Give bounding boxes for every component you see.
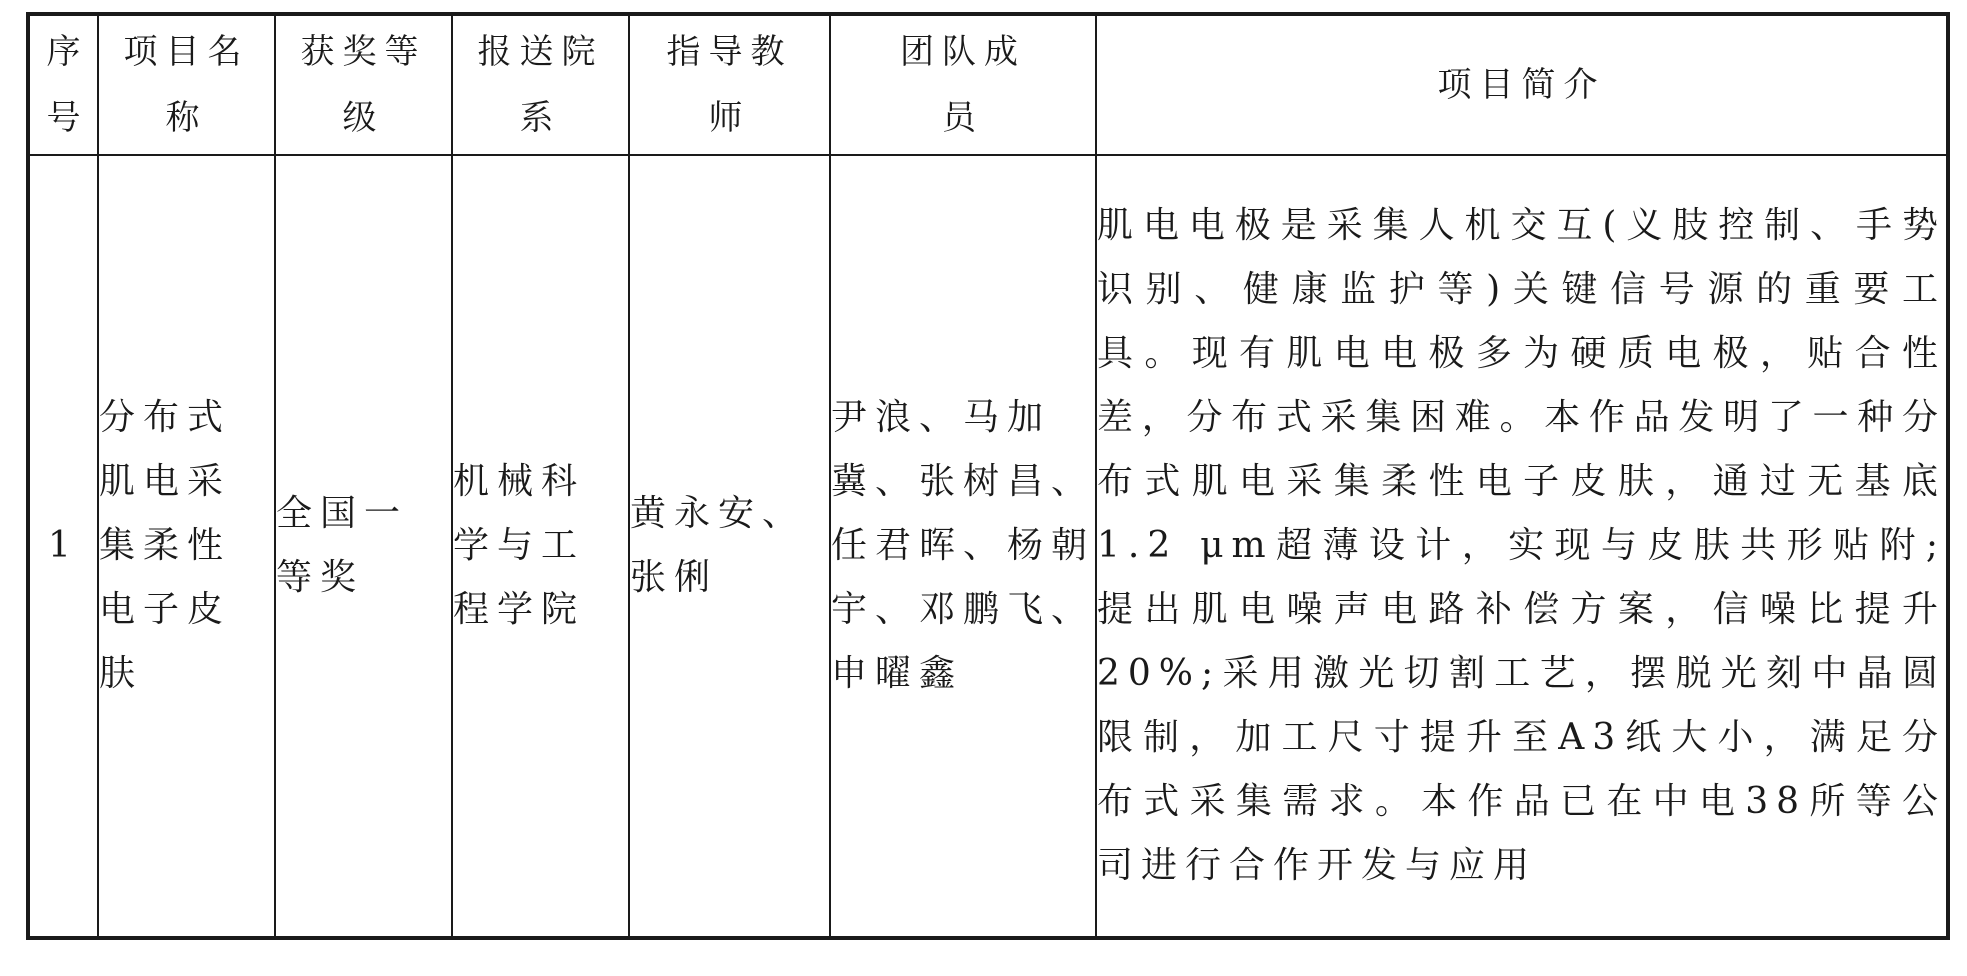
header-name bbox=[98, 14, 275, 155]
header-award-label: 获奖等级 bbox=[300, 32, 427, 138]
cell-project-name: 分布式肌电采集柔性电子皮肤 bbox=[98, 155, 275, 938]
header-dept bbox=[452, 14, 629, 155]
header-dept-label: 报送院系 bbox=[477, 32, 604, 138]
header-team bbox=[830, 14, 1096, 155]
cell-team-members: 尹浪、马加冀、张树昌、任君晖、杨朝宇、邓鹏飞、申曜鑫 bbox=[830, 155, 1096, 938]
cell-award-level: 全国一等奖 bbox=[275, 155, 452, 938]
table-header bbox=[28, 14, 1948, 155]
table-row bbox=[28, 155, 1948, 938]
header-award bbox=[275, 14, 452, 155]
header-no-label: 序号 bbox=[46, 32, 81, 138]
header-advisor bbox=[629, 14, 830, 155]
cell-project-intro: 肌电电极是采集人机交互(义肢控制、手势识别、健康监护等)关键信号源的重要工具。现有肌电电极多为硬质电极，贴合性差，分布式采集困难。本作品发明了一种分布式肌电采集柔性电子皮肤，通过无基底1.2 μm超薄设计，实现与皮肤共形贴附;提出肌电噪声电路补偿方案，信噪比提升20%;采用激光切割工艺，摆脱光刻中晶圆限制，加工尺寸提升至A3纸大小，满足分布式采集需求。本作品已在中电38所等公司进行合作开发与应用 bbox=[1096, 155, 1948, 938]
cell-no: 1 bbox=[28, 155, 98, 938]
header-team-label: 团队成员 bbox=[899, 32, 1026, 138]
cell-advisor: 黄永安、张俐 bbox=[629, 155, 830, 938]
header-intro-label: 项目简介 bbox=[1437, 65, 1606, 105]
header-row bbox=[28, 14, 1948, 155]
header-intro bbox=[1096, 14, 1948, 155]
table-body bbox=[28, 155, 1948, 938]
cell-department: 机械科学与工程学院 bbox=[452, 155, 629, 938]
header-no bbox=[28, 14, 98, 155]
header-name-label: 项目名称 bbox=[123, 32, 250, 138]
award-table bbox=[26, 12, 1950, 940]
header-advisor-label: 指导教师 bbox=[666, 32, 793, 138]
